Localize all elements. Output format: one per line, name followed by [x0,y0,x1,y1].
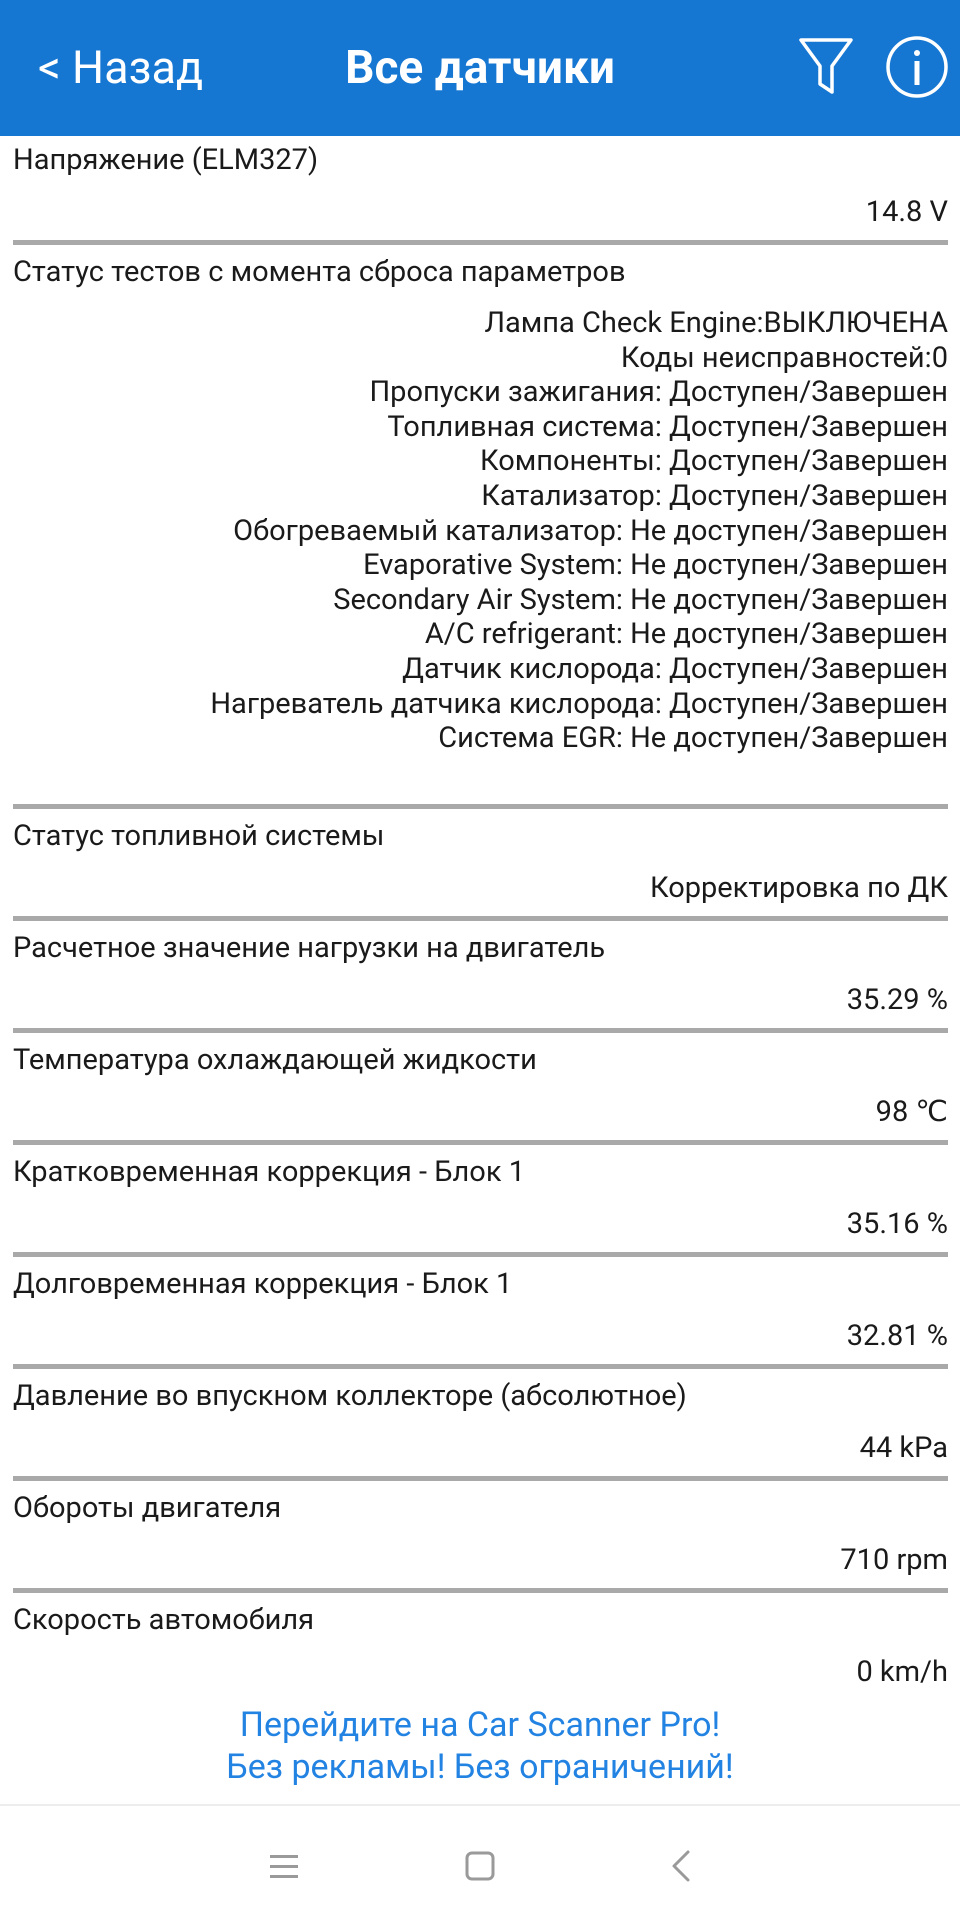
row-divider [13,804,948,809]
status-line: Пропуски зажигания: Доступен/Завершен [369,375,948,410]
row-divider [13,1028,948,1033]
app-header [0,0,960,136]
promo-banner[interactable] [0,1684,960,1804]
sensor-name: Скорость автомобиля [13,1603,315,1637]
promo-line-2: Без рекламы! Без ограничений! [226,1747,734,1787]
sensor-row-coolant-temp[interactable] [0,1036,960,1148]
sensor-row-voltage[interactable] [0,136,960,248]
sensor-value: 44 kPa [859,1431,948,1465]
status-line: Катализатор: Доступен/Завершен [481,478,948,513]
status-line: Нагреватель датчика кислорода: Доступен/Завершен [210,686,948,721]
status-line: Secondary Air System: Не доступен/Завершен [333,582,948,617]
row-divider [13,1252,948,1257]
sensor-value: 0 km/h [856,1655,948,1684]
promo-line-1: Перейдите на Car Scanner Pro! [239,1705,721,1745]
sensor-value: 98 ℃ [875,1095,948,1129]
sensor-value: 35.29 % [846,983,948,1017]
row-divider [13,916,948,921]
sensor-row-tests-status[interactable] [0,248,960,812]
status-line: Обогреваемый катализатор: Не доступен/Завершен [233,513,948,548]
status-line: Система EGR: Не доступен/Завершен [438,721,948,756]
sensor-value: Корректировка по ДК [649,871,948,905]
sensor-value: 32.81 % [846,1319,948,1353]
sensor-value: 710 rpm [840,1543,948,1577]
sensor-name: Расчетное значение нагрузки на двигатель [13,931,606,965]
page-title: Все датчики [345,41,615,95]
status-line: Компоненты: Доступен/Завершен [479,444,948,479]
sensor-name: Температура охлаждающей жидкости [13,1043,537,1077]
sensor-name: Напряжение (ELM327) [13,143,319,177]
back-arrow-icon[interactable] [662,1846,702,1886]
row-divider [13,1476,948,1481]
home-icon[interactable] [460,1846,500,1886]
row-divider [13,1140,948,1145]
system-nav-bar [0,1806,960,1920]
status-line: Топливная система: Доступен/Завершен [387,409,948,444]
status-line: A/C refrigerant: Не доступен/Завершен [424,617,948,652]
filter-icon[interactable] [798,36,854,96]
back-button[interactable]: < Назад [38,41,204,94]
sensor-value: 35.16 % [846,1207,948,1241]
sensor-name: Статус тестов с момента сброса параметров [13,255,626,289]
sensor-row-speed[interactable] [0,1596,960,1684]
row-divider [13,1588,948,1593]
sensor-row-fuel-status[interactable] [0,812,960,924]
info-icon[interactable] [885,35,949,99]
row-divider [13,240,948,245]
sensor-row-short-trim[interactable] [0,1148,960,1260]
sensor-row-engine-load[interactable] [0,924,960,1036]
sensor-list[interactable] [0,136,960,1684]
row-divider [13,1364,948,1369]
menu-icon[interactable] [264,1846,304,1886]
sensor-name: Обороты двигателя [13,1491,282,1525]
sensor-row-long-trim[interactable] [0,1260,960,1372]
sensor-row-rpm[interactable] [0,1484,960,1596]
sensor-name: Кратковременная коррекция - Блок 1 [13,1155,526,1189]
sensor-name: Давление во впускном коллекторе (абсолютное) [13,1379,687,1413]
status-line: Коды неисправностей:0 [620,340,948,375]
sensor-value-list [210,306,948,756]
sensor-value: 14.8 V [865,195,948,229]
sensor-name: Долговременная коррекция - Блок 1 [13,1267,513,1301]
status-line: Лампа Check Engine:ВЫКЛЮЧЕНА [484,306,948,340]
sensor-name: Статус топливной системы [13,819,385,853]
status-line: Evaporative System: Не доступен/Завершен [363,548,948,583]
status-line: Датчик кислорода: Доступен/Завершен [402,651,948,686]
sensor-row-map[interactable] [0,1372,960,1484]
